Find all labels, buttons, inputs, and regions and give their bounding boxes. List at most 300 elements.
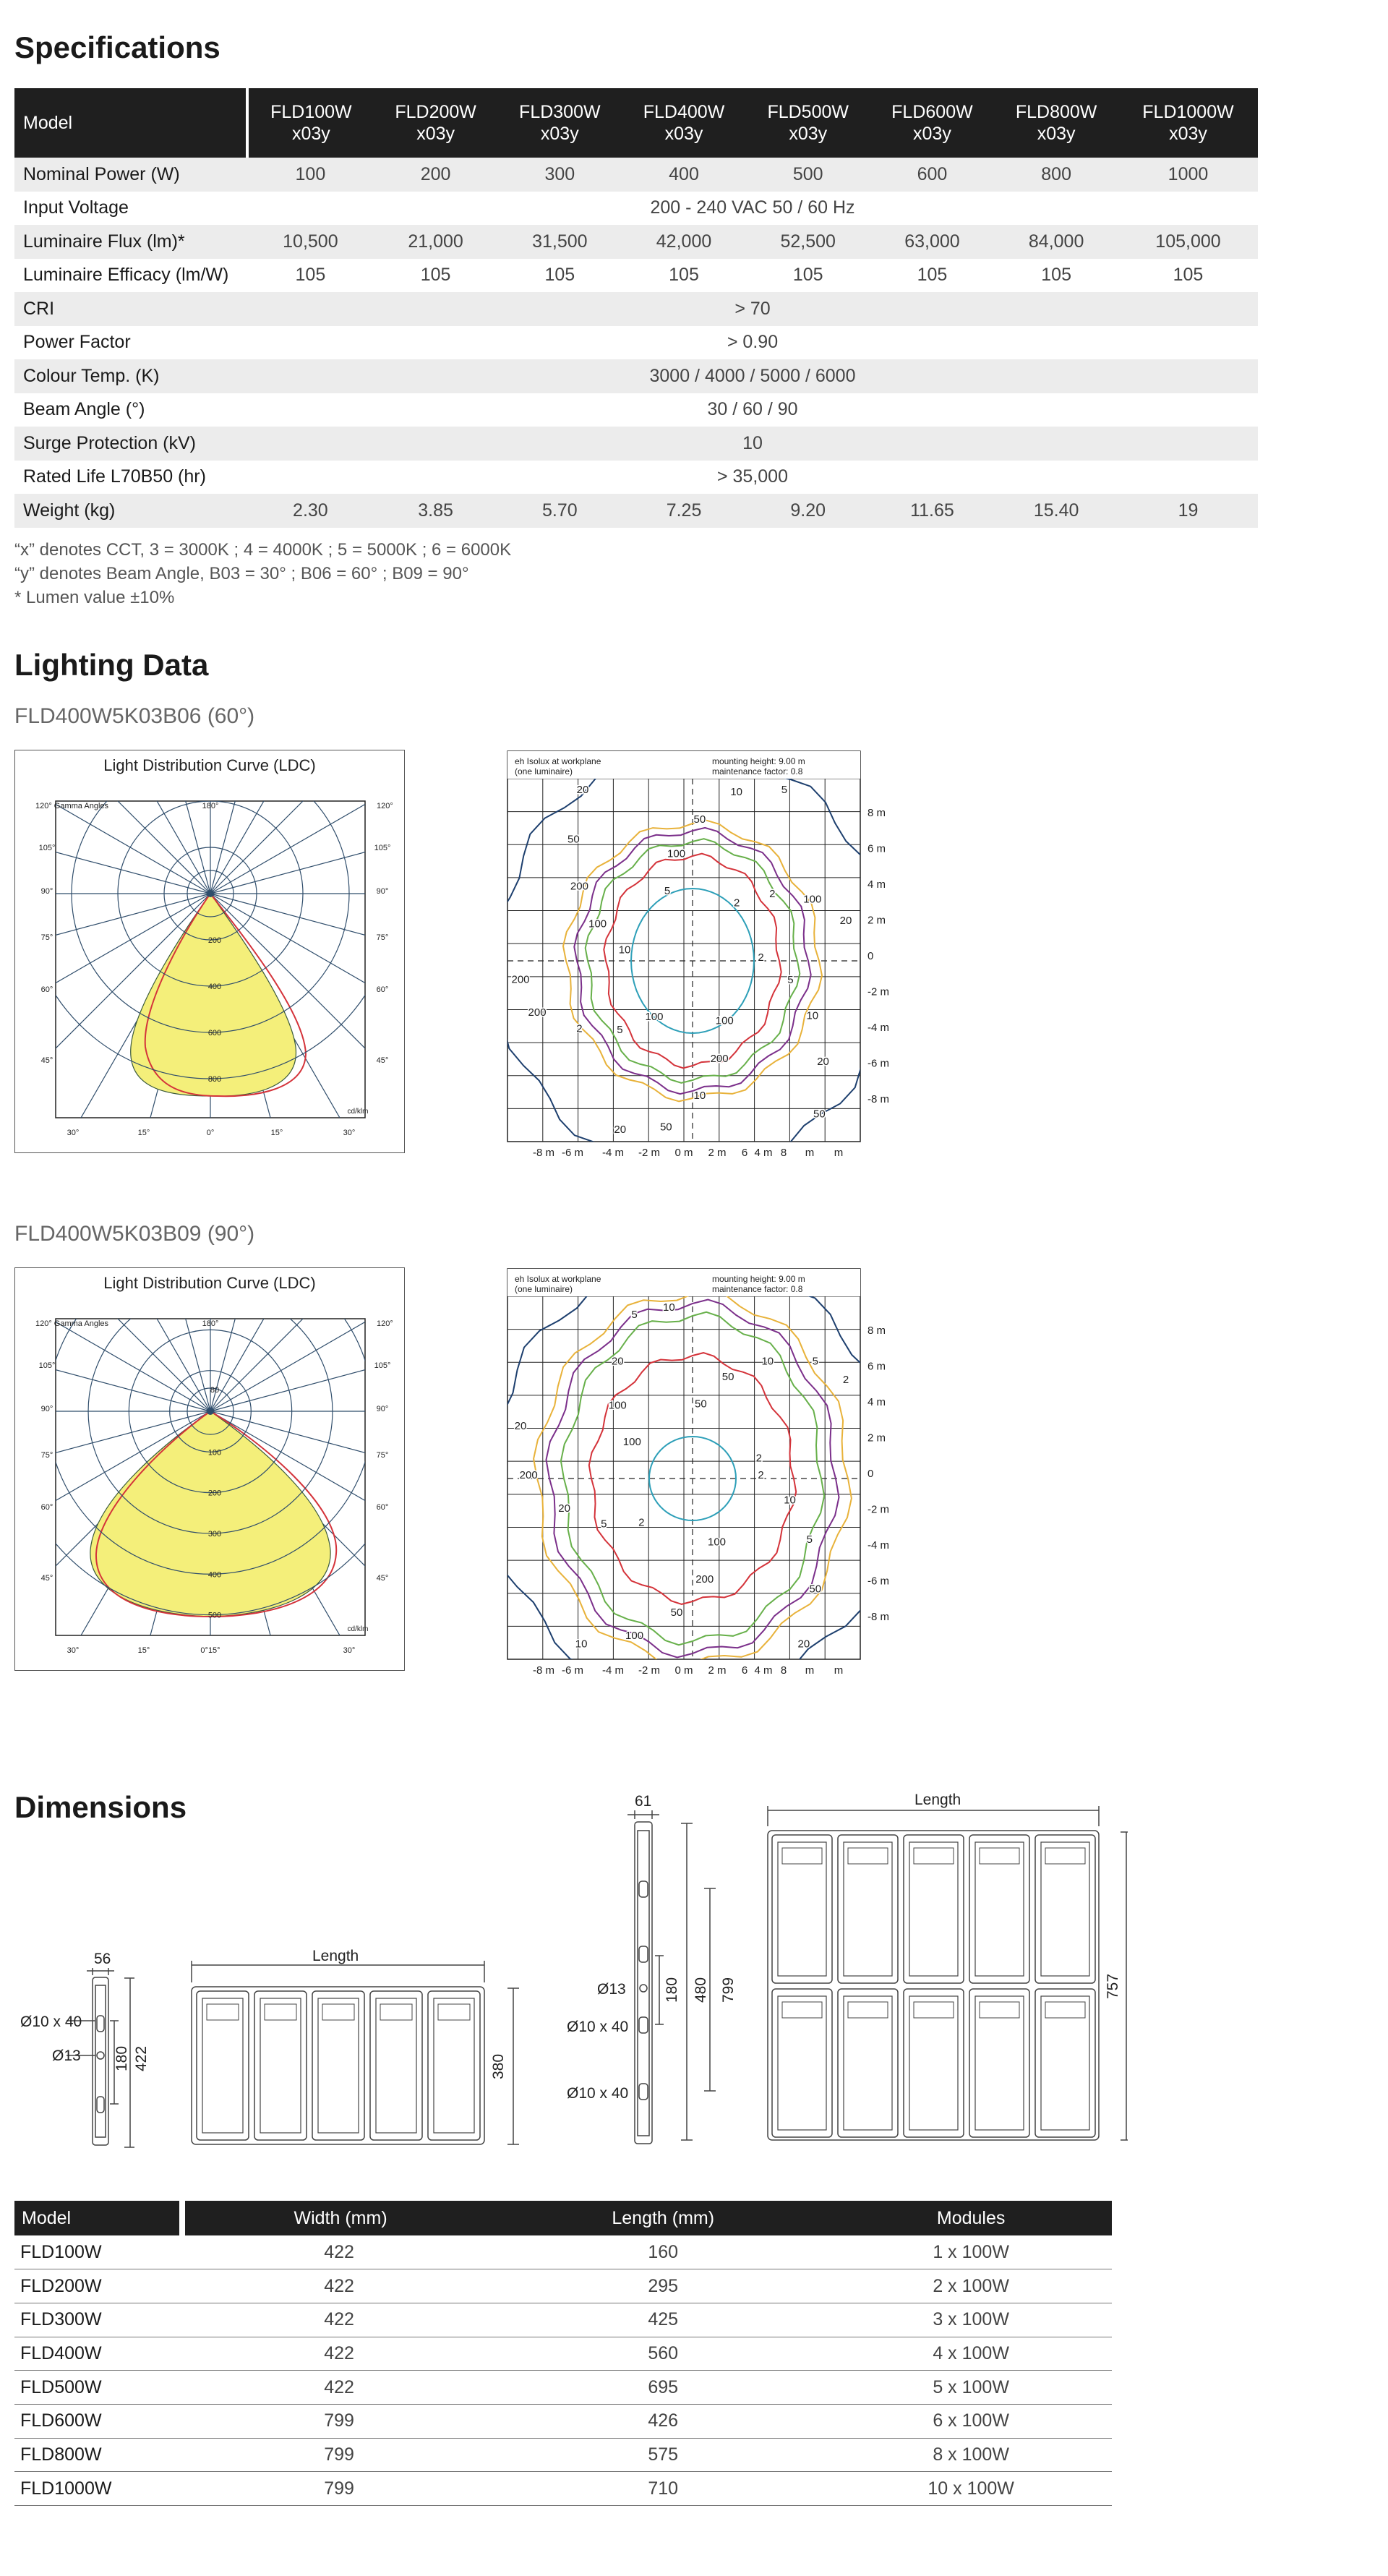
spec-row-value: 200 - 240 VAC 50 / 60 Hz bbox=[650, 197, 855, 218]
spec-cell: 105 bbox=[1173, 265, 1204, 286]
iso-contour-label: 50 bbox=[659, 1121, 672, 1134]
dim-row bbox=[14, 2269, 1112, 2303]
ldc-plot bbox=[15, 750, 406, 1154]
iso-contour-label: 200 bbox=[511, 973, 530, 986]
spec-row-label: Rated Life L70B50 (hr) bbox=[23, 466, 206, 487]
ldc-bottom-angle: 30° bbox=[343, 1129, 356, 1137]
dim-cell: 695 bbox=[496, 2371, 830, 2405]
ldc-origin bbox=[207, 1408, 214, 1415]
dim-slot1-large: Ø10 x 40 bbox=[567, 2019, 629, 2035]
iso-x-tick: m bbox=[834, 1664, 844, 1677]
ldc-ring-label: 400 bbox=[207, 1570, 222, 1580]
dim-cell: 295 bbox=[496, 2269, 830, 2303]
iso-x-tick: -6 m bbox=[562, 1664, 583, 1677]
iso-contour-label: 5 bbox=[631, 1308, 638, 1321]
iso-contour-label: 50 bbox=[670, 1606, 683, 1619]
ldc-bottom-angle: 30° bbox=[67, 1129, 80, 1137]
ldc-ring-label: 200 bbox=[207, 1489, 222, 1498]
spec-row-label: Input Voltage bbox=[23, 197, 129, 218]
spec-row bbox=[14, 461, 1258, 495]
spec-row-label: Weight (kg) bbox=[14, 494, 247, 528]
iso-y-tick: -2 m bbox=[868, 1503, 889, 1516]
module-outline bbox=[428, 1991, 480, 2140]
iso-x-tick: 2 m bbox=[708, 1147, 727, 1159]
iso-y-tick: 6 m bbox=[868, 842, 886, 855]
ldc-title: Light Distribution Curve (LDC) bbox=[103, 756, 316, 774]
ldc-left-angle: 90° bbox=[40, 887, 53, 896]
dim-hole-small: Ø13 bbox=[52, 2047, 81, 2064]
spec-header-row bbox=[14, 88, 1258, 158]
ldc-right-angle: 105° bbox=[374, 1361, 391, 1370]
large-module-group bbox=[772, 1835, 1095, 2137]
dim-row-model: FLD1000W bbox=[14, 2472, 182, 2506]
module-outline bbox=[370, 1991, 422, 2140]
spec-cell: 105 bbox=[295, 265, 326, 286]
dim-row-model: FLD500W bbox=[14, 2371, 182, 2405]
iso-contour-label: 50 bbox=[809, 1583, 822, 1596]
front-view-small bbox=[192, 1961, 519, 2144]
module-strip bbox=[380, 2004, 412, 2020]
iso-contour-label: 20 bbox=[839, 914, 852, 927]
iso-y-tick: -8 m bbox=[868, 1611, 889, 1623]
iso-x-tick: -2 m bbox=[638, 1664, 660, 1677]
iso-x-tick: 2 m bbox=[708, 1664, 727, 1677]
ldc-left-angle: 90° bbox=[40, 1405, 53, 1413]
dim-row bbox=[14, 2404, 1112, 2438]
iso-x-tick: 6 bbox=[741, 1147, 748, 1159]
ldc-ring-label: 300 bbox=[207, 1529, 222, 1539]
iso-contour-label: 5 bbox=[781, 784, 788, 796]
spec-row-value: 30 / 60 / 90 bbox=[707, 399, 798, 420]
spec-cell: 200 bbox=[374, 158, 498, 192]
spec-cell: 31,500 bbox=[497, 225, 622, 259]
spec-row-label: Luminaire Flux (lm)* bbox=[14, 225, 247, 259]
dim-cell: 560 bbox=[496, 2337, 830, 2371]
dim-cell: 799 bbox=[182, 2438, 496, 2472]
spec-col-model-5: FLD600W x03y bbox=[870, 88, 995, 158]
dimensions-title: Dimensions bbox=[14, 1790, 187, 1824]
iso-x-tick: m bbox=[834, 1147, 844, 1159]
iso-y-tick: 0 bbox=[868, 1468, 874, 1480]
module-lens bbox=[202, 1998, 243, 2133]
dim-row bbox=[14, 2235, 1112, 2269]
module-strip bbox=[782, 1848, 822, 1864]
iso-contour-label: 20 bbox=[817, 1055, 829, 1068]
module-lens bbox=[260, 1998, 301, 2133]
iso-contour-label: 10 bbox=[806, 1009, 819, 1022]
spec-col-model-4: FLD500W x03y bbox=[746, 88, 870, 158]
spec-cell: 105 bbox=[792, 265, 823, 286]
small-module-group bbox=[197, 1991, 480, 2140]
spec-cell: 1000 bbox=[1118, 158, 1258, 192]
iso-contour-label: 10 bbox=[575, 1638, 588, 1651]
module-outline bbox=[772, 1989, 832, 2137]
iso-contour-label: 100 bbox=[707, 1536, 727, 1549]
spec-cell: 11.65 bbox=[870, 494, 995, 528]
iso-y-tick: -4 m bbox=[868, 1539, 889, 1552]
module-lens bbox=[909, 1996, 958, 2130]
iso-contour-label: 5 bbox=[664, 885, 671, 898]
ldc-gamma-label: 120° Gamma Angles bbox=[35, 802, 109, 810]
ldc-ring-label: 80 bbox=[210, 1386, 220, 1395]
ldc-origin bbox=[207, 890, 214, 897]
dim-cell: 2 x 100W bbox=[830, 2269, 1112, 2303]
ldc-bottom-angle: 0° bbox=[206, 1129, 215, 1137]
dim-row bbox=[14, 2472, 1112, 2506]
dim-h1-small: 180 bbox=[113, 2045, 130, 2071]
iso-contour-label: 5 bbox=[812, 1355, 818, 1368]
iso-x-tick: 8 bbox=[780, 1147, 787, 1159]
ldc-right-angle: 60° bbox=[376, 1503, 389, 1512]
spec-cell: 105 bbox=[669, 265, 699, 286]
module-strip bbox=[322, 2004, 354, 2020]
footnote-beam: “y” denotes Beam Angle, B03 = 30° ; B06 = 60° ; B09 = 90° bbox=[14, 564, 469, 583]
ldc-svg-60 bbox=[15, 750, 406, 1154]
dim-cell: 575 bbox=[496, 2438, 830, 2472]
ldc-bottom-angle: 15° bbox=[270, 1129, 283, 1137]
ldc-left-angle: 75° bbox=[40, 1451, 53, 1460]
spec-cell: 3.85 bbox=[374, 494, 498, 528]
spec-cell: 19 bbox=[1118, 494, 1258, 528]
iso-x-tick: -4 m bbox=[602, 1664, 624, 1677]
iso-contour-label: 200 bbox=[710, 1052, 729, 1065]
dim-cell: 10 x 100W bbox=[830, 2472, 1112, 2506]
iso-contour-label: 100 bbox=[645, 1010, 664, 1023]
spec-row-label: Colour Temp. (K) bbox=[14, 359, 247, 393]
module-strip bbox=[265, 2004, 296, 2020]
iso-contour-label: 20 bbox=[576, 784, 589, 796]
iso-y-tick: 4 m bbox=[868, 1396, 886, 1408]
iso-x-tick: 0 m bbox=[674, 1664, 693, 1677]
module-outline bbox=[1035, 1989, 1095, 2137]
module-outline bbox=[969, 1835, 1029, 1983]
ldc-left-angle: 60° bbox=[40, 985, 53, 994]
iso-contour-label: 10 bbox=[730, 786, 743, 799]
iso-contour-label: 20 bbox=[514, 1420, 527, 1433]
iso-contour-label: 10 bbox=[761, 1355, 774, 1368]
iso-contour-label: 2 bbox=[755, 1452, 762, 1465]
dim-cell: 799 bbox=[182, 2472, 496, 2506]
spec-footnotes bbox=[14, 538, 511, 609]
iso-contour-label: 100 bbox=[625, 1630, 644, 1643]
module-lens bbox=[975, 1996, 1024, 2130]
ldc-left-angle: 105° bbox=[38, 844, 56, 852]
dim-col-modules: Modules bbox=[830, 2201, 1112, 2235]
module-outline bbox=[904, 1989, 964, 2137]
dim-row-model: FLD200W bbox=[14, 2269, 182, 2303]
spec-row-value: 10 bbox=[247, 427, 1258, 461]
ldc-ring-label: 500 bbox=[207, 1611, 222, 1620]
iso-x-tick: 6 bbox=[741, 1664, 748, 1677]
dim-cell: 4 x 100W bbox=[830, 2337, 1112, 2371]
spec-cell: 400 bbox=[622, 158, 746, 192]
dim-h2-small: 422 bbox=[133, 2045, 150, 2071]
module-outline bbox=[772, 1835, 832, 1983]
ldc-right-angle: 60° bbox=[376, 985, 389, 994]
ldc-ring-label: 100 bbox=[207, 1448, 222, 1458]
spec-cell: 300 bbox=[497, 158, 622, 192]
iso-x-tick: -6 m bbox=[562, 1147, 583, 1159]
module-strip bbox=[1045, 1848, 1085, 1864]
spec-cell: 42,000 bbox=[622, 225, 746, 259]
iso-y-tick: 2 m bbox=[868, 1432, 886, 1445]
iso-note: eh Isolux at workplane bbox=[515, 1274, 601, 1284]
dim-cell: 426 bbox=[496, 2404, 830, 2438]
iso-contour-label: 5 bbox=[601, 1518, 607, 1531]
iso-x-tick: 4 m bbox=[754, 1147, 773, 1159]
dim-cell: 160 bbox=[496, 2235, 830, 2269]
iso-contour-label: 200 bbox=[528, 1006, 547, 1019]
spec-cell: 100 bbox=[247, 158, 374, 192]
iso-y-tick: -8 m bbox=[868, 1093, 889, 1105]
spec-row-label: Nominal Power (W) bbox=[14, 158, 247, 192]
iso-y-tick: 0 bbox=[868, 950, 874, 962]
lighting-subtitle-90: FLD400W5K03B09 (90°) bbox=[14, 1222, 255, 1246]
spec-col-model-1: FLD200W x03y bbox=[374, 88, 498, 158]
iso-contour-label: 2 bbox=[734, 897, 740, 910]
iso-mounting-height: mounting height: 9.00 m bbox=[712, 756, 805, 766]
iso-contour-label: 200 bbox=[695, 1573, 714, 1586]
ldc-top-angle: 180° bbox=[202, 802, 219, 810]
ldc-title: Light Distribution Curve (LDC) bbox=[103, 1274, 316, 1292]
iso-contour-label: 2 bbox=[638, 1516, 645, 1529]
ldc-right-angle: 75° bbox=[376, 1451, 389, 1460]
dim-depth-small: 56 bbox=[94, 1951, 111, 1967]
iso-y-tick: 8 m bbox=[868, 807, 886, 819]
ldc-unit: cd/klm bbox=[347, 1108, 369, 1116]
dim-row-model: FLD100W bbox=[14, 2235, 182, 2269]
dim-col-model: Model bbox=[14, 2201, 182, 2235]
iso-contour-label: 50 bbox=[721, 1371, 734, 1384]
spec-row-label: Power Factor bbox=[23, 332, 131, 353]
ldc-ring-label: 200 bbox=[207, 936, 222, 945]
lighting-subtitle-60: FLD400W5K03B06 (60°) bbox=[14, 704, 255, 728]
ldc-bottom-angle: 15° bbox=[137, 1129, 150, 1137]
iso-x-tick: m bbox=[805, 1664, 815, 1677]
dim-cell: 422 bbox=[182, 2337, 496, 2371]
module-strip bbox=[438, 2004, 470, 2020]
module-outline bbox=[197, 1991, 249, 2140]
iso-contour-label: 200 bbox=[570, 880, 588, 893]
iso-contour-label: 50 bbox=[813, 1108, 826, 1121]
dim-h3-large: 799 bbox=[720, 1977, 737, 2003]
spec-row-value: 3000 / 4000 / 5000 / 6000 bbox=[247, 359, 1258, 393]
module-strip bbox=[980, 1848, 1019, 1864]
dim-h2-large: 480 bbox=[693, 1977, 709, 2003]
iso-mounting-height: mounting height: 9.00 m bbox=[712, 1274, 805, 1284]
dim-cell: 1 x 100W bbox=[830, 2235, 1112, 2269]
iso-contour-label: 50 bbox=[567, 833, 580, 846]
module-lens bbox=[975, 1842, 1024, 1976]
ldc-right-angle: 105° bbox=[374, 844, 391, 852]
module-outline bbox=[904, 1835, 964, 1983]
spec-row bbox=[14, 225, 1258, 259]
dim-row-model: FLD600W bbox=[14, 2404, 182, 2438]
dim-cell: 710 bbox=[496, 2472, 830, 2506]
ldc-bottom-angle: 15° bbox=[137, 1646, 150, 1655]
spec-row bbox=[14, 292, 1258, 326]
dim-slot2-large: Ø10 x 40 bbox=[567, 2085, 629, 2102]
iso-maintenance-factor: maintenance factor: 0.8 bbox=[712, 1284, 803, 1294]
iso-x-tick: -8 m bbox=[533, 1147, 554, 1159]
module-outline bbox=[312, 1991, 364, 2140]
spec-col-model-6: FLD800W x03y bbox=[994, 88, 1118, 158]
iso-contour-label: 20 bbox=[614, 1124, 627, 1136]
spec-row bbox=[14, 494, 1258, 528]
spec-cell: 105 bbox=[1041, 265, 1071, 286]
module-lens bbox=[909, 1842, 958, 1976]
iso-contour-label: 100 bbox=[667, 847, 686, 860]
module-lens bbox=[1041, 1842, 1089, 1976]
iso-x-tick: m bbox=[805, 1147, 815, 1159]
spec-cell: 500 bbox=[746, 158, 870, 192]
iso-y-tick: -4 m bbox=[868, 1022, 889, 1034]
footnote-cct: “x” denotes CCT, 3 = 3000K ; 4 = 4000K ; 5 = 5000K ; 6 = 6000K bbox=[14, 540, 512, 560]
dim-cell: 6 x 100W bbox=[830, 2404, 1112, 2438]
spec-row-label: Surge Protection (kV) bbox=[14, 427, 247, 461]
dim-cell: 425 bbox=[496, 2303, 830, 2337]
dim-cell: 422 bbox=[182, 2269, 496, 2303]
module-lens bbox=[778, 1996, 826, 2130]
module-outline bbox=[254, 1991, 307, 2140]
iso-contour-label: 10 bbox=[693, 1090, 706, 1103]
dim-row bbox=[14, 2371, 1112, 2405]
iso-x-tick: 4 m bbox=[754, 1664, 773, 1677]
iso-contour-label: 200 bbox=[519, 1469, 538, 1481]
iso-contour-label: 100 bbox=[608, 1399, 627, 1412]
iso-contour-label: 5 bbox=[806, 1533, 813, 1546]
dim-row bbox=[14, 2303, 1112, 2337]
iso-contour-label: 100 bbox=[715, 1014, 734, 1027]
module-outline bbox=[969, 1989, 1029, 2137]
ldc-left-angle: 105° bbox=[38, 1361, 56, 1370]
iso-contour-label: 2 bbox=[758, 1469, 764, 1481]
iso-contour-label: 2 bbox=[758, 951, 764, 964]
ldc-svg-90 bbox=[15, 1268, 406, 1672]
module-lens bbox=[1041, 1996, 1089, 2130]
module-strip bbox=[782, 2002, 822, 2018]
module-strip bbox=[848, 2002, 888, 2018]
iso-note: (one luminaire) bbox=[515, 766, 573, 776]
spec-row bbox=[14, 259, 1258, 293]
spec-cell: 15.40 bbox=[994, 494, 1118, 528]
iso-y-tick: -2 m bbox=[868, 985, 889, 998]
dim-col-width: Width (mm) bbox=[182, 2201, 496, 2235]
ldc-curve-c0 bbox=[90, 1411, 330, 1617]
ldc-ring-label: 800 bbox=[207, 1075, 222, 1084]
spec-cell: 105 bbox=[420, 265, 451, 286]
module-lens bbox=[434, 1998, 474, 2133]
module-lens bbox=[318, 1998, 359, 2133]
iso-y-tick: 8 m bbox=[868, 1325, 886, 1337]
specifications-table bbox=[14, 88, 1258, 528]
ldc-right-angle: 90° bbox=[376, 887, 389, 896]
spec-col-model-7: FLD1000W x03y bbox=[1118, 88, 1258, 158]
iso-y-tick: -6 m bbox=[868, 1057, 889, 1070]
iso-note: (one luminaire) bbox=[515, 1284, 573, 1294]
dim-length-large: Length bbox=[914, 1792, 961, 1808]
lighting-data-title: Lighting Data bbox=[14, 648, 209, 682]
module-lens bbox=[844, 1842, 892, 1976]
spec-row-value: > 35,000 bbox=[716, 466, 788, 487]
dim-row-model: FLD300W bbox=[14, 2303, 182, 2337]
ldc-unit: cd/klm bbox=[347, 1625, 369, 1633]
dim-hole-large: Ø13 bbox=[597, 1981, 626, 1998]
iso-contour-label: 20 bbox=[797, 1638, 810, 1651]
dim-col-length: Length (mm) bbox=[496, 2201, 830, 2235]
footnote-lumen: * Lumen value ±10% bbox=[14, 588, 175, 607]
iso-contour-label: 50 bbox=[695, 1398, 707, 1411]
spec-row-label: CRI bbox=[14, 292, 247, 326]
dim-height-large: 757 bbox=[1105, 1973, 1121, 1999]
module-outline bbox=[838, 1835, 898, 1983]
iso-contour-label: 10 bbox=[784, 1494, 796, 1507]
dim-cell: 5 x 100W bbox=[830, 2371, 1112, 2405]
spec-row bbox=[14, 158, 1258, 192]
iso-y-tick: 6 m bbox=[868, 1360, 886, 1373]
spec-row-value: > 0.90 bbox=[727, 332, 779, 353]
module-outline bbox=[1035, 1835, 1095, 1983]
iso-x-tick: -2 m bbox=[638, 1147, 660, 1159]
module-strip bbox=[207, 2004, 239, 2020]
spec-cell: 5.70 bbox=[497, 494, 622, 528]
dim-cell: 422 bbox=[182, 2371, 496, 2405]
large-unit-drawing bbox=[549, 1779, 1128, 2169]
ldc-right-angle: 90° bbox=[376, 1405, 389, 1413]
module-strip bbox=[1045, 2002, 1085, 2018]
iso-contour-label: 10 bbox=[663, 1301, 675, 1314]
ldc-right-angle: 45° bbox=[376, 1574, 389, 1583]
dim-cell: 799 bbox=[182, 2404, 496, 2438]
specifications-title: Specifications bbox=[14, 30, 220, 64]
dim-slot-small: Ø10 x 40 bbox=[20, 2014, 82, 2030]
ldc-right-angle: 120° bbox=[377, 1319, 393, 1328]
ldc-chart-60 bbox=[14, 750, 405, 1153]
small-unit-drawing bbox=[14, 1938, 535, 2169]
spec-col-model-2: FLD300W x03y bbox=[497, 88, 622, 158]
module-strip bbox=[848, 1848, 888, 1864]
iso-y-tick: -6 m bbox=[868, 1575, 889, 1588]
module-lens bbox=[376, 1998, 416, 2133]
ldc-bottom-angle: 0°15° bbox=[200, 1646, 220, 1655]
iso-y-tick: 2 m bbox=[868, 914, 886, 927]
iso-x-tick: -4 m bbox=[602, 1147, 624, 1159]
iso-contour-label: 10 bbox=[618, 943, 631, 957]
side-view-large bbox=[627, 1810, 716, 2144]
iso-x-tick: -8 m bbox=[533, 1664, 554, 1677]
iso-contour-label: 20 bbox=[558, 1502, 570, 1515]
iso-x-tick: 0 m bbox=[674, 1147, 693, 1159]
ldc-left-angle: 60° bbox=[40, 1503, 53, 1512]
spec-row bbox=[14, 427, 1258, 461]
isolux-diagram-90 bbox=[506, 1267, 911, 1679]
spec-cell: 600 bbox=[870, 158, 995, 192]
spec-row-label: Luminaire Efficacy (lm/W) bbox=[23, 265, 229, 286]
dim-height-small: 380 bbox=[490, 2053, 507, 2079]
dim-cell: 8 x 100W bbox=[830, 2438, 1112, 2472]
iso-contour-label: 5 bbox=[617, 1023, 623, 1036]
spec-row-value: > 70 bbox=[247, 292, 1258, 326]
ldc-ring-label: 600 bbox=[207, 1029, 222, 1037]
ldc-gamma-label: 120° Gamma Angles bbox=[35, 1319, 109, 1328]
iso-note: eh Isolux at workplane bbox=[515, 756, 601, 766]
spec-cell: 52,500 bbox=[746, 225, 870, 259]
iso-contour-label: 5 bbox=[787, 974, 794, 987]
dim-row-model: FLD800W bbox=[14, 2438, 182, 2472]
module-lens bbox=[778, 1842, 826, 1976]
spec-cell: 2.30 bbox=[247, 494, 374, 528]
ldc-plot bbox=[15, 1268, 406, 1672]
